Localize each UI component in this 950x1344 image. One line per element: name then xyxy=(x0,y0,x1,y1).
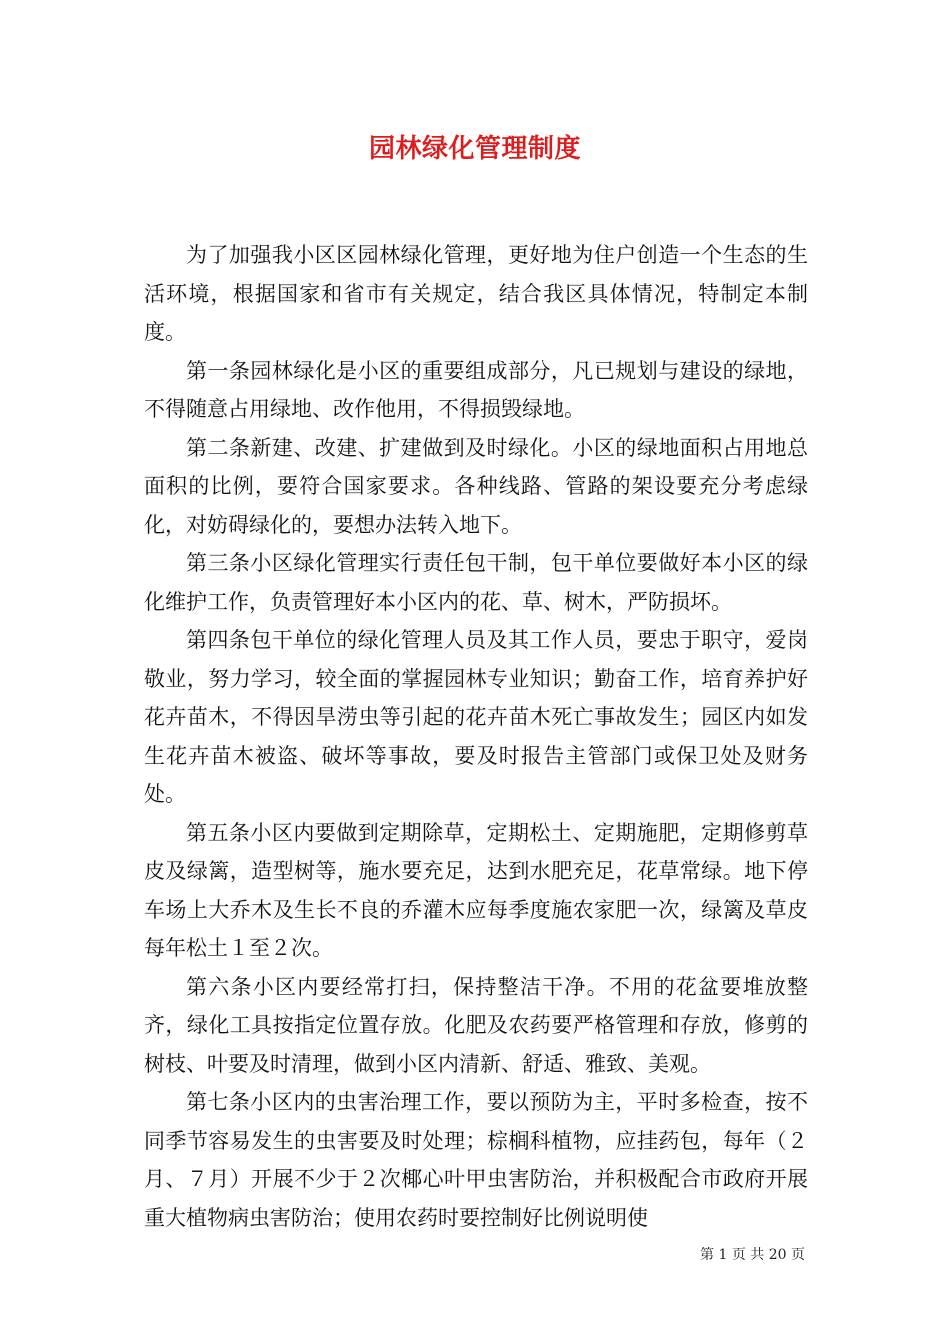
document-body xyxy=(144,236,808,1237)
paragraph-article-7: 第七条小区内的虫害治理工作，要以预防为主，平时多检查，按不同季节容易发生的虫害要及时处理；棕榈科植物，应挂药包，每年（２月、７月）开展不少于２次椰心叶甲虫害防治，并积极配合市政府开展重大植物病虫害防治；使用农药时要控制好比例说明使 xyxy=(144,1090,808,1230)
paragraph-article-4: 第四条包干单位的绿化管理人员及其工作人员，要忠于职守，爱岗敬业，努力学习，较全面的掌握园林专业知识；勤奋工作，培育养护好花卉苗木，不得因旱涝虫等引起的花卉苗木死亡事故发生；园区内如发生花卉苗木被盗、破坏等事故，要及时报告主管部门或保卫处及财务处。 xyxy=(144,628,808,806)
paragraph-article-2: 第二条新建、改建、扩建做到及时绿化。小区的绿地面积占用地总面积的比例，要符合国家要求。各种线路、管路的架设要充分考虑绿化，对妨碍绿化的，要想办法转入地下。 xyxy=(144,435,808,537)
page-number-footer: 第 1 页 共 20 页 xyxy=(700,1247,805,1263)
paragraph-article-6: 第六条小区内要经常打扫，保持整洁干净。不用的花盆要堆放整齐，绿化工具按指定位置存放。化肥及农药要严格管理和存放，修剪的树枝、叶要及时清理，做到小区内清新、舒适、雅致、美观。 xyxy=(144,974,808,1076)
paragraph-article-1: 第一条园林绿化是小区的重要组成部分，凡已规划与建设的绿地，不得随意占用绿地、改作他用，不得损毁绿地。 xyxy=(144,358,808,421)
paragraph-article-3: 第三条小区绿化管理实行责任包干制，包干单位要做好本小区的绿化维护工作，负责管理好本小区内的花、草、树木，严防损坏。 xyxy=(144,551,808,614)
document-title: 园林绿化管理制度 xyxy=(368,134,581,164)
paragraph-article-5: 第五条小区内要做到定期除草，定期松土、定期施肥，定期修剪草皮及绿篱，造型树等，施水要充足，达到水肥充足，花草常绿。地下停车场上大乔木及生长不良的乔灌木应每季度施农家肥一次，绿篱及草皮每年松土１至２次。 xyxy=(144,820,808,960)
paragraph-intro: 为了加强我小区区园林绿化管理，更好地为住户创造一个生态的生活环境，根据国家和省市有关规定，结合我区具体情况，特制定本制度。 xyxy=(144,243,808,344)
